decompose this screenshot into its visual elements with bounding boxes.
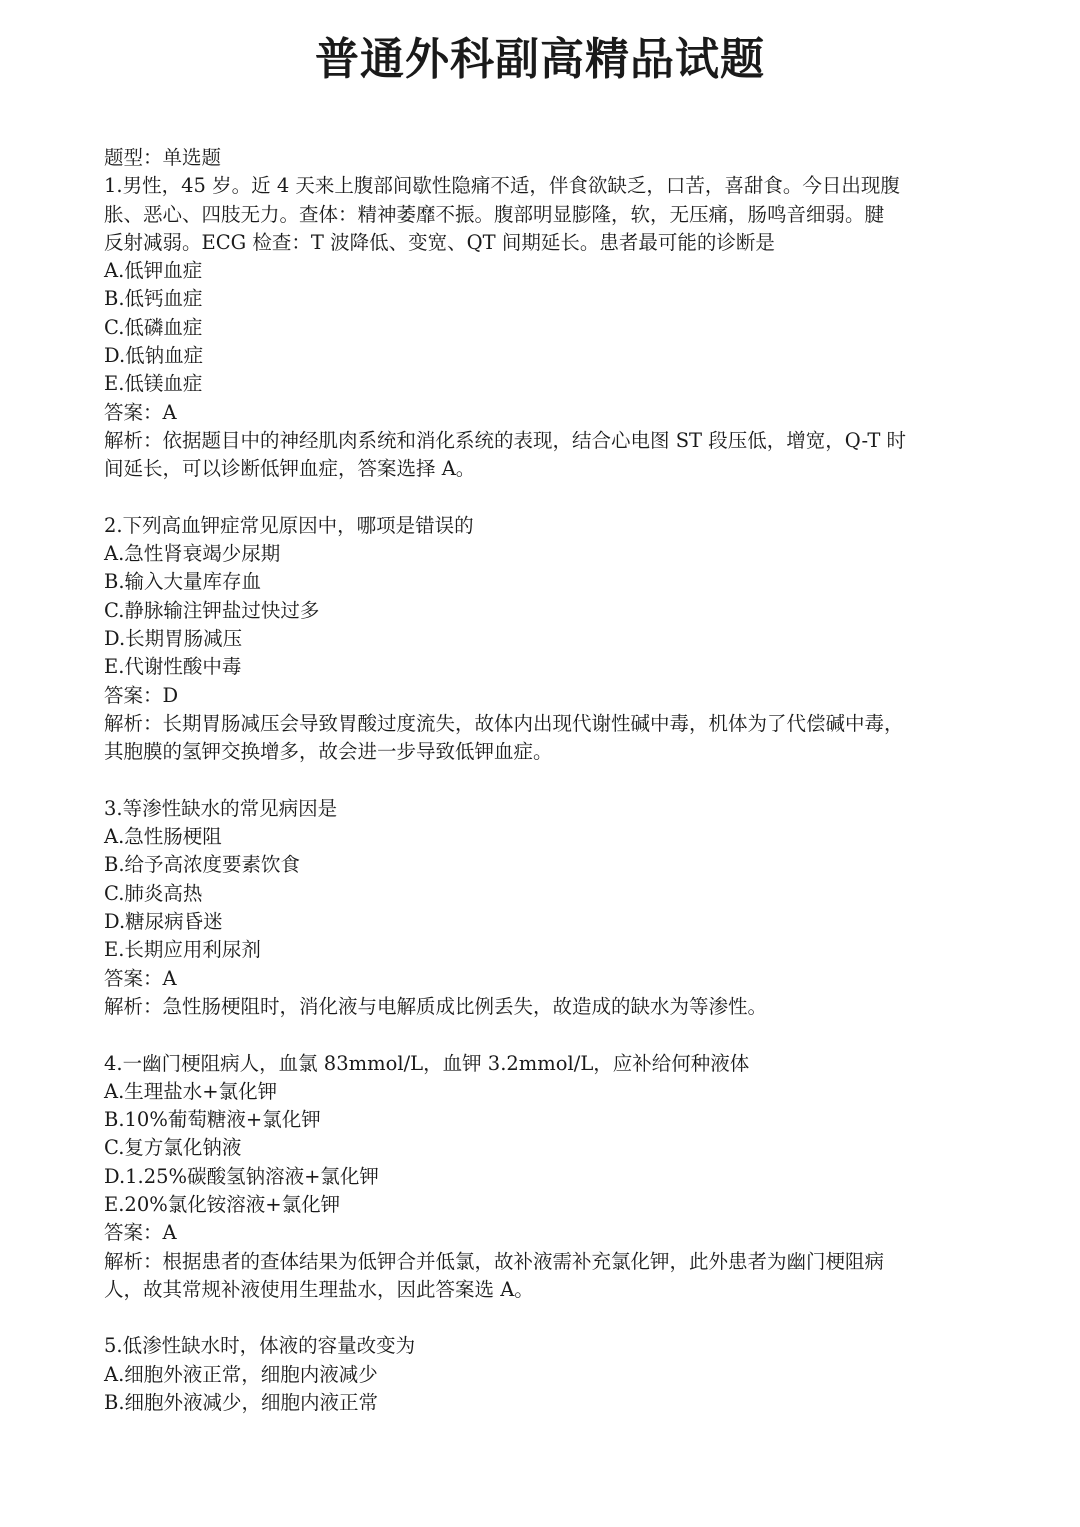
question-stem-line: 5.低渗性缺水时，体液的容量改变为: [104, 1334, 416, 1358]
question-stem-line: 3.等渗性缺水的常见病因是: [104, 796, 338, 820]
option-d: D.低钠血症: [104, 344, 204, 368]
analysis-line: 人，故其常规补液使用生理盐水，因此答案选 A。: [104, 1277, 534, 1301]
question-2: [104, 512, 984, 767]
answer: 答案：D: [104, 683, 179, 707]
page-title: 普通外科副高精品试题: [315, 34, 765, 85]
spacer: [104, 1021, 984, 1049]
analysis-line: 解析：急性肠梗阻时，消化液与电解质成比例丢失，故造成的缺水为等渗性。: [104, 994, 768, 1018]
question-stem-line: 2.下列高血钾症常见原因中，哪项是错误的: [104, 513, 474, 537]
option-a: A.急性肠梗阻: [104, 825, 222, 849]
spacer: [104, 1304, 984, 1332]
question-stem-line: 反射减弱。ECG 检查：T 波降低、变宽、QT 间期延长。患者最可能的诊断是: [104, 230, 775, 254]
answer: 答案：A: [104, 1221, 177, 1245]
option-e: E.代谢性酸中毒: [104, 655, 242, 679]
option-c: C.复方氯化钠液: [104, 1136, 242, 1160]
analysis-line: 解析：根据患者的查体结果为低钾合并低氯，故补液需补充氯化钾，此外患者为幽门梗阻病: [104, 1249, 885, 1273]
option-a: A.生理盐水+氯化钾: [104, 1079, 278, 1103]
answer: 答案：A: [104, 966, 177, 990]
option-c: C.低磷血症: [104, 315, 203, 339]
option-b: B.细胞外液减少，细胞内液正常: [104, 1391, 379, 1415]
option-d: D.1.25%碳酸氢钠溶液+氯化钾: [104, 1164, 379, 1188]
question-stem-line: 1.男性，45 岁。近 4 天来上腹部间歇性隐痛不适，伴食欲缺乏，口苦，喜甜食。今日出现腹: [104, 174, 900, 198]
spacer: [104, 767, 984, 795]
option-a: A.细胞外液正常，细胞内液减少: [104, 1362, 378, 1386]
option-d: D.长期胃肠减压: [104, 627, 243, 651]
option-b: B.给予高浓度要素饮食: [104, 853, 301, 877]
option-d: D.糖尿病昏迷: [104, 910, 223, 934]
question-type-label: 题型：单选题: [104, 146, 222, 169]
spacer: [104, 484, 984, 512]
option-a: A.低钾血症: [104, 259, 203, 283]
analysis-line: 其胞膜的氢钾交换增多，故会进一步导致低钾血症。: [104, 740, 553, 764]
question-3: [104, 795, 984, 1021]
option-e: E.低镁血症: [104, 372, 203, 396]
option-a: A.急性肾衰竭少尿期: [104, 542, 281, 566]
option-c: C.静脉输注钾盐过快过多: [104, 598, 320, 622]
question-5: [104, 1332, 984, 1417]
option-c: C.肺炎高热: [104, 881, 203, 905]
option-b: B.低钙血症: [104, 287, 203, 311]
analysis-line: 解析：依据题目中的神经肌肉系统和消化系统的表现，结合心电图 ST 段压低，增宽，Q-T 时: [104, 428, 907, 452]
document-body: [104, 144, 984, 1417]
option-b: B.10%葡萄糖液+氯化钾: [104, 1108, 321, 1132]
option-e: E.20%氯化铵溶液+氯化钾: [104, 1192, 341, 1216]
question-stem-line: 4.一幽门梗阻病人，血氯 83mmol/L，血钾 3.2mmol/L，应补给何种液体: [104, 1051, 750, 1075]
analysis-line: 间延长，可以诊断低钾血症，答案选择 A。: [104, 457, 476, 481]
option-b: B.输入大量库存血: [104, 570, 262, 594]
analysis-line: 解析：长期胃肠减压会导致胃酸过度流失，故体内出现代谢性碱中毒，机体为了代偿碱中毒，: [104, 711, 904, 735]
question-stem-line: 胀、恶心、四肢无力。查体：精神萎靡不振。腹部明显膨隆，软，无压痛，肠鸣音细弱。腱: [104, 202, 885, 226]
question-1: [104, 172, 984, 483]
option-e: E.长期应用利尿剂: [104, 938, 261, 962]
question-4: [104, 1050, 984, 1305]
answer: 答案：A: [104, 400, 177, 424]
